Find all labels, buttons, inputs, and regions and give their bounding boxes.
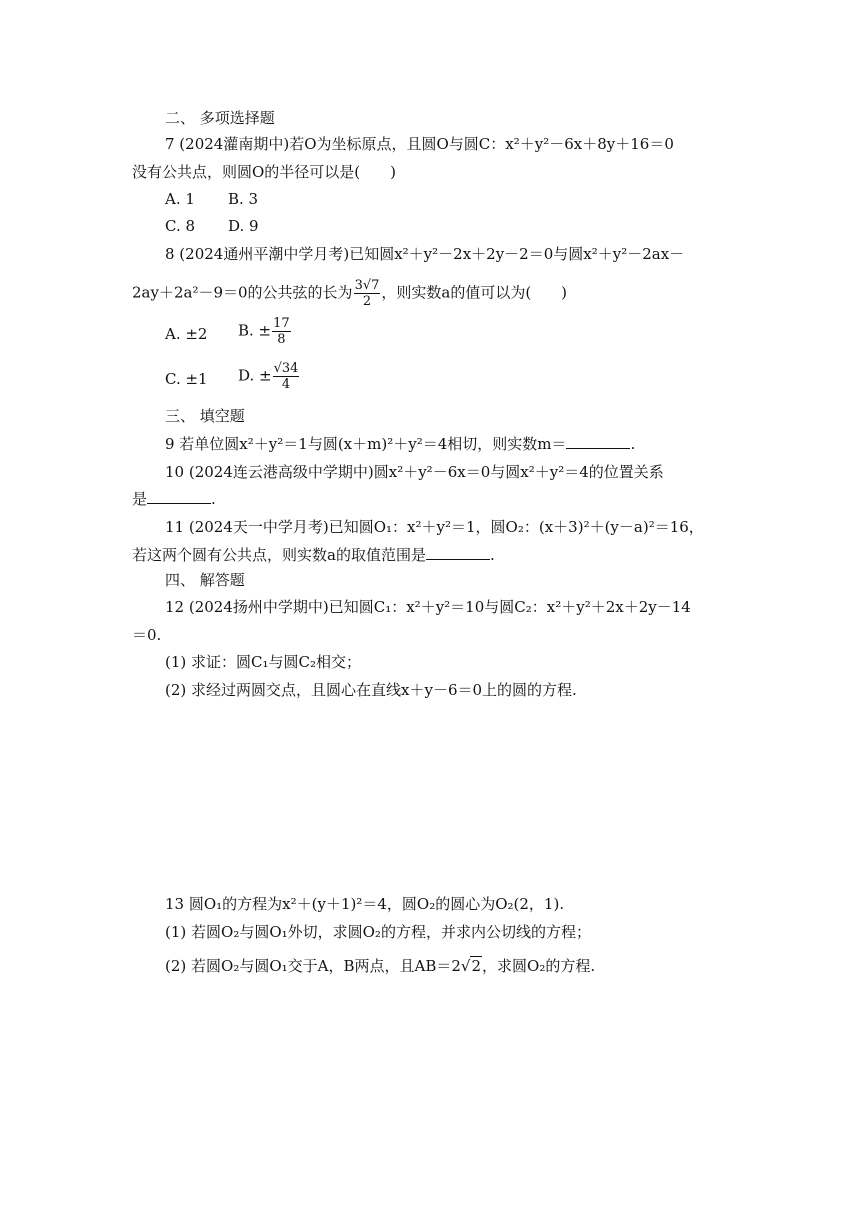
q10-line1: 10 (2024连云港高级中学期中)圆x²＋y²－6x＝0与圆x²＋y²＝4的位置关系 (165, 463, 664, 481)
q8-option-d-num: √34 (273, 361, 299, 376)
q8-line2-post: ，则实数a的值可以为( ) (381, 283, 568, 302)
q8-line1: 8 (2024通州平潮中学月考)已知圆x²＋y²－2x＋2y－2＝0与圆x²＋y²－2ax－ (165, 245, 685, 263)
q10-line2-pre: 是 (132, 490, 148, 508)
section-heading-fill-blank: 三、 填空题 (165, 407, 245, 425)
q11-line2 (132, 545, 860, 565)
q9-text: 9 若单位圆x²＋y²＝1与圆(x＋m)²＋y²＝4相切，则实数m＝ (165, 435, 567, 453)
q8-option-b-den: 8 (277, 332, 286, 347)
q8-option-b-pre: B. ± (238, 321, 272, 340)
q13-sqrt: √2 (460, 957, 482, 975)
q13-part2-pre: (2) 若圆O₂与圆O₁交于A，B两点，且AB＝2 (165, 957, 461, 975)
q12-part2: (2) 求经过两圆交点，且圆心在直线x＋y－6＝0上的圆的方程. (165, 681, 577, 699)
q7-option-b: B. 3 (228, 190, 259, 208)
q8-option-b-num: 17 (273, 316, 290, 331)
q7-option-c: C. 8 (165, 217, 196, 235)
q8-fraction (354, 278, 381, 309)
q11-answer-blank (426, 545, 490, 560)
q10-answer-blank (147, 489, 211, 504)
q8-option-d-pre: D. ± (238, 366, 272, 385)
q9-answer-blank (566, 434, 630, 449)
q9-end: . (630, 435, 636, 453)
q8-line2 (132, 278, 860, 309)
q8-option-c: C. ±1 (165, 370, 208, 388)
q8-frac-num: 3√7 (354, 278, 380, 293)
q7-line2: 没有公共点，则圆O的半径可以是( ) (132, 163, 397, 181)
q11-line1: 11 (2024天一中学月考)已知圆O₁：x²＋y²＝1，圆O₂：(x＋3)²＋(y－a)²＝16， (165, 518, 704, 536)
q10-line2 (132, 489, 860, 509)
q13-sqrt-value: 2 (471, 957, 482, 975)
q8-option-d-den: 4 (281, 377, 291, 392)
q9-line (165, 434, 860, 454)
q12-line2: ＝0. (132, 626, 162, 644)
q13-part2-post: ，求圆O₂的方程. (482, 957, 596, 975)
q8-option-d (238, 361, 300, 392)
q13-line1: 13 圆O₁的方程为x²＋(y＋1)²＝4，圆O₂的圆心为O₂(2，1). (165, 895, 565, 913)
q8-line2-pre: 2ay＋2a²－9＝0的公共弦的长为 (132, 283, 353, 302)
q8-option-b (238, 316, 292, 347)
q11-line2-post: . (489, 546, 495, 564)
q13-part2 (165, 956, 860, 976)
q8-option-b-frac (272, 316, 291, 347)
q13-part1: (1) 若圆O₂与圆O₁外切，求圆O₂的方程，并求内公切线的方程； (165, 923, 591, 941)
q7-option-a: A. 1 (165, 190, 195, 208)
q11-line2-pre: 若这两个圆有公共点，则实数a的取值范围是 (132, 546, 426, 564)
section-heading-solutions: 四、 解答题 (165, 571, 245, 589)
section-heading-multiple-choice: 二、 多项选择题 (165, 109, 275, 127)
q8-frac-den: 2 (362, 294, 372, 309)
q7-option-d: D. 9 (228, 217, 259, 235)
q8-option-a: A. ±2 (165, 325, 208, 343)
q12-line1: 12 (2024扬州中学期中)已知圆C₁：x²＋y²＝10与圆C₂：x²＋y²＋2x＋2y－14 (165, 598, 691, 616)
q12-part1: (1) 求证：圆C₁与圆C₂相交； (165, 653, 361, 671)
q8-option-d-frac (273, 361, 300, 392)
q10-line2-post: . (211, 490, 216, 508)
q7-line1: 7 (2024灌南期中)若O为坐标原点，且圆O与圆C：x²＋y²－6x＋8y＋16＝0 (165, 135, 674, 153)
